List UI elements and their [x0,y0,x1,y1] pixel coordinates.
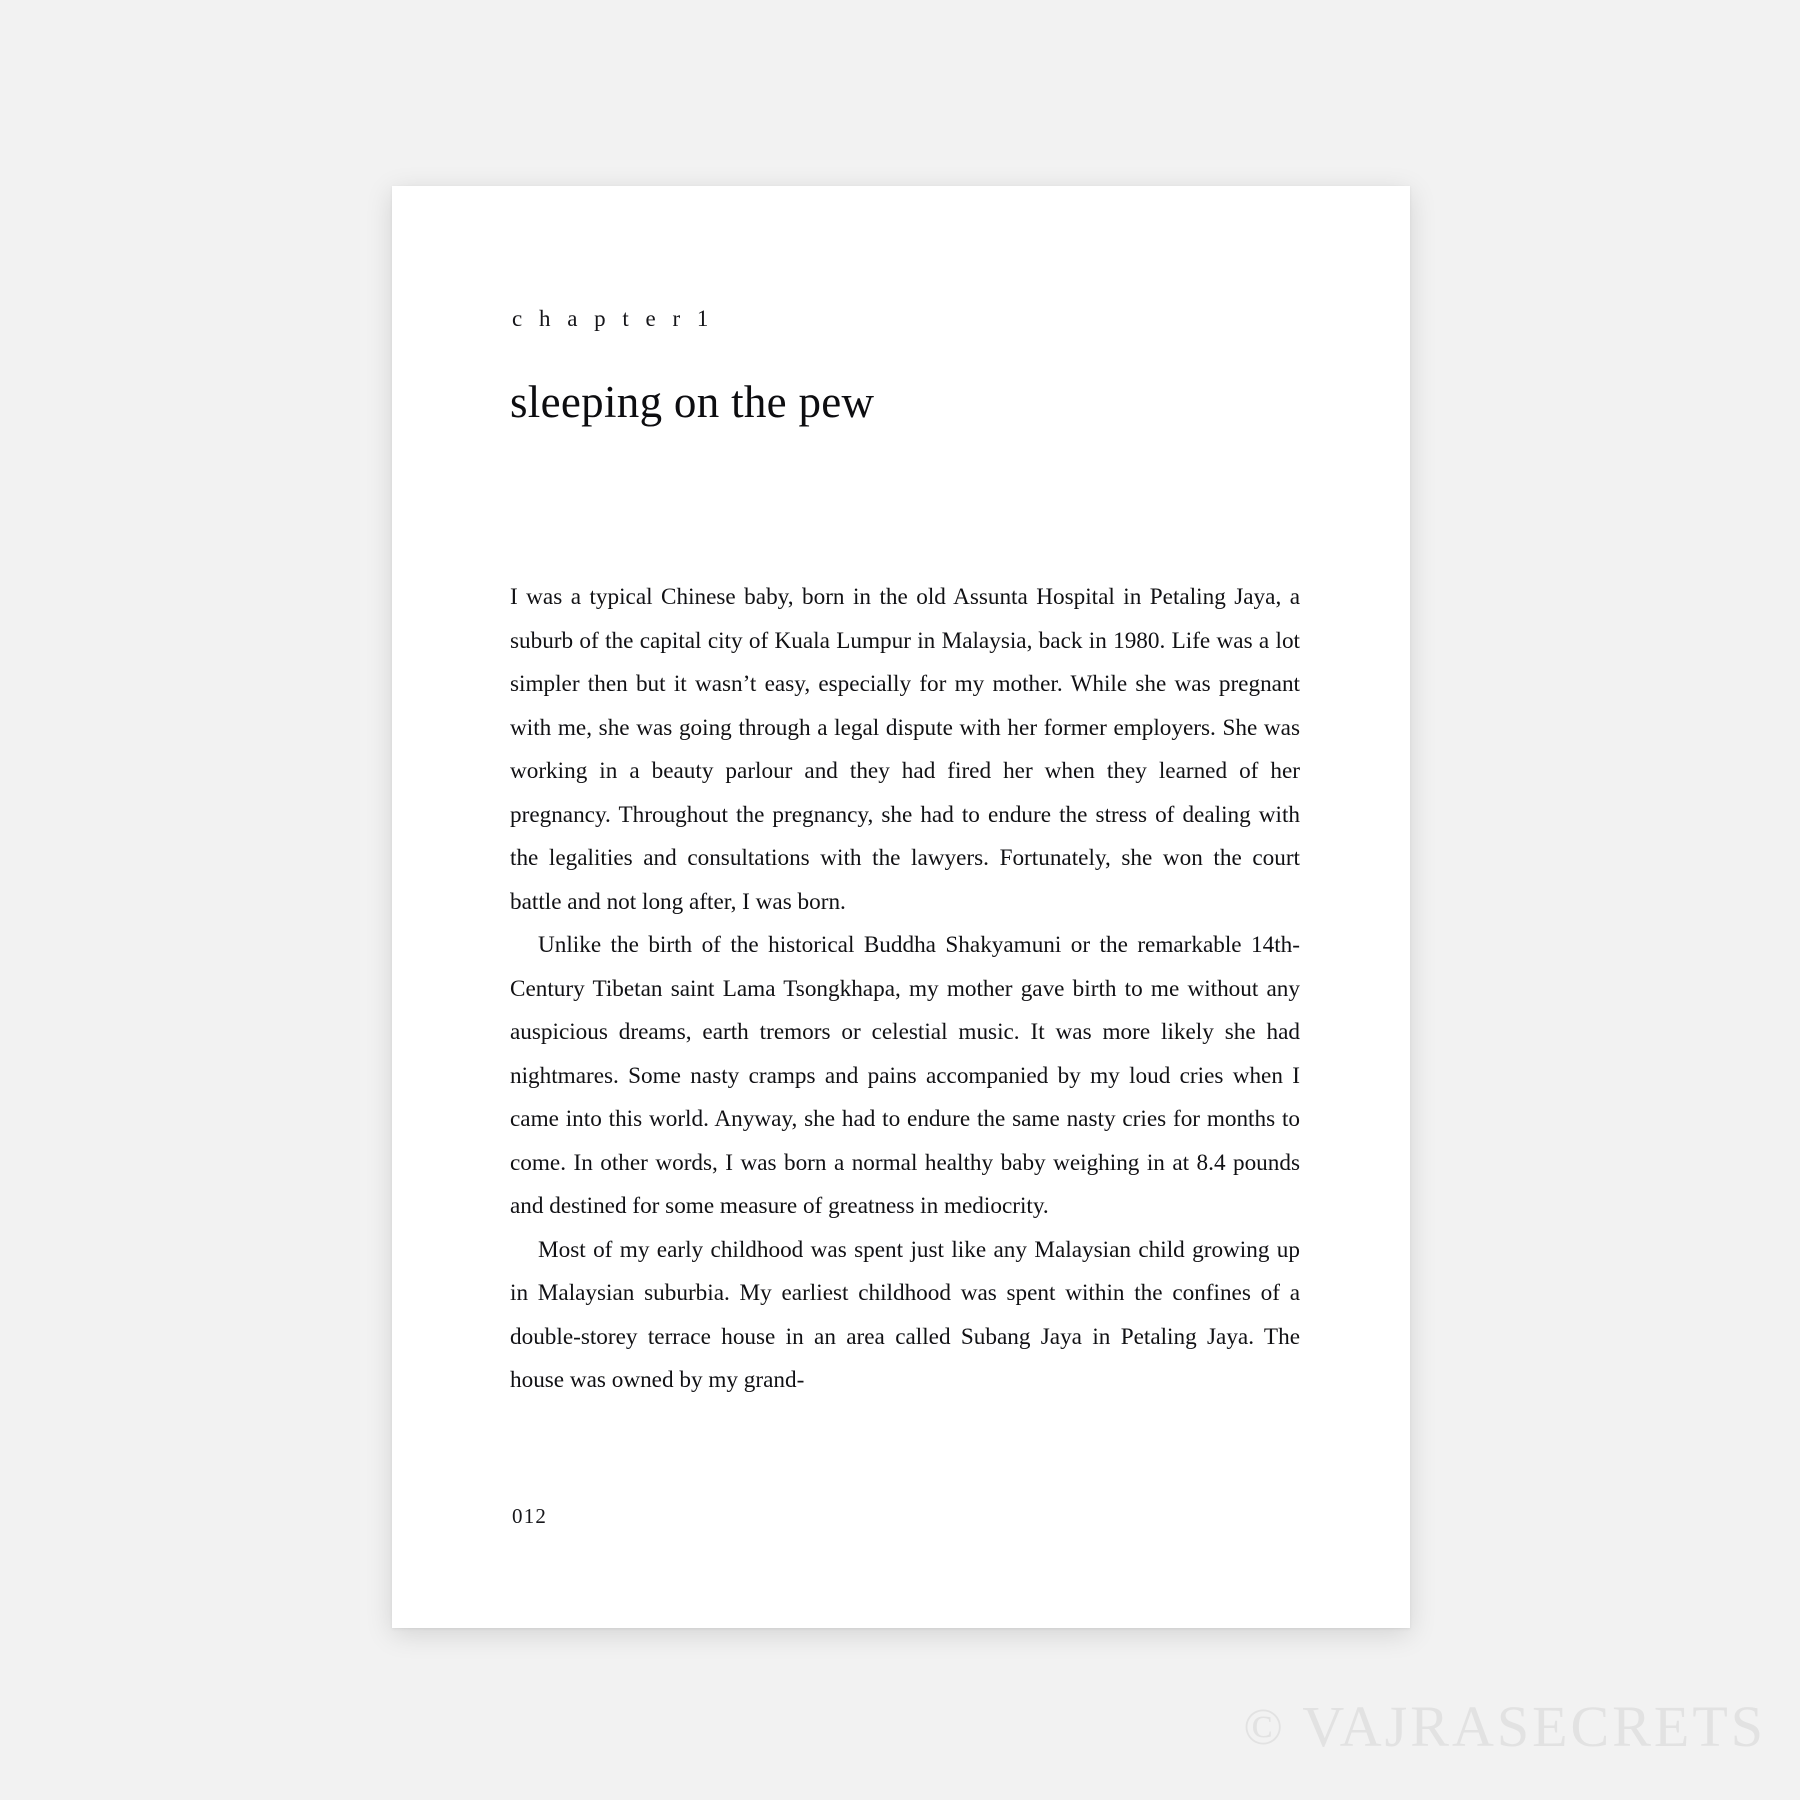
copyright-icon: © [1243,1699,1286,1756]
page-content-area [510,306,1300,1568]
paragraph: Most of my early childhood was spent just like any Malaysian child growing up in Malaysian suburbia. My earliest childhood was spent within the confines of a double-storey terrace house in an area called Subang Jaya in Petaling Jaya. The house was owned by my grand- [510,1236,1300,1393]
paragraph: I was a typical Chinese baby, born in the old Assunta Hospital in Petaling Jaya, a suburb of the capital city of Kuala Lumpur in Malaysia, back in 1980. Life was a lot simpler then but it wasn’t easy, especially for my mother. While she was pregnant with me, she was going through a legal dispute with her former employers. She was working in a beauty parlour and they had fired her when they learned of her pregnancy. Throughout the pregnancy, she had to endure the stress of dealing with the legalities and consultations with the lawyers. Fortunately, she won the court battle and not long after, I was born. [510,584,1300,915]
paragraph: Unlike the birth of the historical Buddha Shakyamuni or the remarkable 14th-Century Tibetan saint Lama Tsongkhapa, my mother gave birth to me without any auspicious dreams, earth tremors or celestial music. It was more likely she had nightmares. Some nasty cramps and pains accompanied by my loud cries when I came into this world. Anyway, she had to endure the same nasty cries for months to come. In other words, I was born a normal healthy baby weighing in at 8.4 pounds and destined for some measure of greatness in mediocrity. [510,932,1300,1219]
book-page [392,186,1410,1628]
watermark-text: VAJRASECRETS [1302,1694,1766,1759]
chapter-label: c h a p t e r 1 [512,306,714,331]
watermark [1243,1693,1766,1760]
body-text [510,576,1300,1403]
page-number: 012 [512,1504,548,1528]
chapter-title: sleeping on the pew [510,377,875,427]
